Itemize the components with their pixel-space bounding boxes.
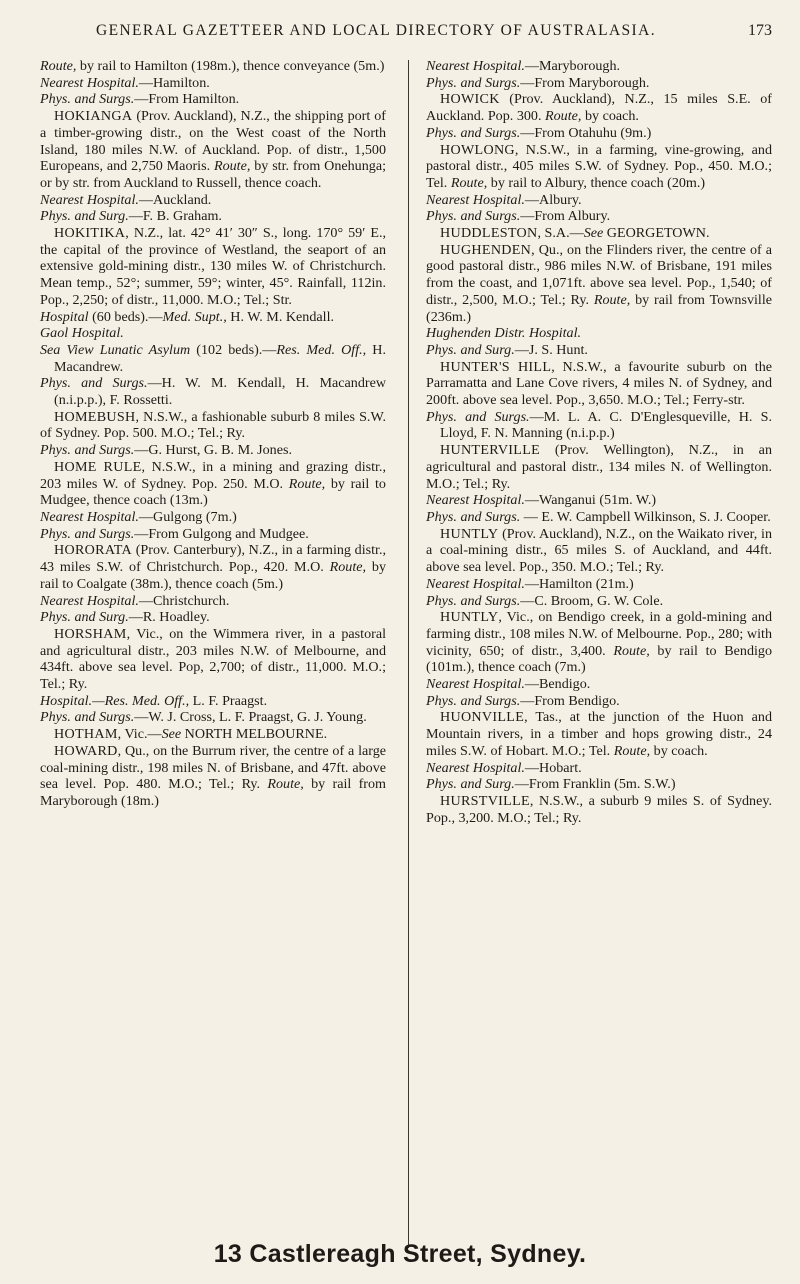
entry-text: —From Albury. [520,208,611,225]
place-name: HURSTVILLE [440,792,530,809]
italic-label: Nearest Hospital. [40,592,139,609]
page-header [40,14,772,48]
column-divider [408,60,409,1248]
entry-text: H. Macandrew. [54,341,386,375]
italic-label: Hughenden Distr. Hospital. [426,325,582,342]
entry-text: , N.S.W., in a farming, vine-growing, and pastoral distr., 405 miles S.W. of Sydney. Pop., 450. M.O.; Tel. [426,141,772,191]
entry-text: , N.S.W., a suburb 9 miles S. of Sydney. Pop., 3,200. M.O.; Tel.; Ry. [426,792,772,826]
entry-text: —Hobart. [524,759,582,776]
entry-detail [426,325,772,342]
place-name: HOWARD [54,742,118,759]
italic-label: Phys. and Surg. [426,776,515,793]
entry-detail [426,576,772,593]
entry-text: (Prov. Wellington), N.Z., in an agricultural and pastoral distr., 134 miles N. of Wellington. M.O.; Tel.; Ry. [426,442,772,492]
italic-label: Route, [213,158,251,175]
entry-text: by coach. [581,108,639,125]
entry-detail [426,342,772,359]
place-name: HORORATA [54,542,133,559]
entry-text: —C. Broom, G. W. Cole. [520,592,664,609]
entry-detail [426,58,772,75]
entry-detail [40,342,386,375]
entry-text: (Prov. Canterbury), N.Z., in a farming distr., 43 miles S.W. of Christchurch. Pop., 420. M.O. [40,542,386,576]
entry-text: GEORGETOWN. [603,225,710,242]
gazetteer-entry [426,526,772,576]
italic-label: Route, [288,475,326,492]
gazetteer-entry [40,626,386,693]
italic-label: Route, [329,559,367,576]
place-name: HOWICK [440,91,500,108]
entry-detail [40,208,386,225]
entry-text: (Prov. Auckland), N.Z., 15 miles S.E. of Auckland. Pop. 300. [426,91,772,125]
entry-text: by coach. [650,742,708,759]
entry-text: —Christchurch. [138,592,230,609]
italic-label: Route, [450,174,488,191]
italic-label: Phys. and Surgs. [426,208,521,225]
italic-label: Nearest Hospital. [426,191,525,208]
italic-label: Phys. and Surgs. [426,408,530,425]
gazetteer-entry [426,709,772,759]
gazetteer-entry [40,108,386,192]
place-name: HORSHAM [54,625,127,642]
entry-text: by rail to Albury, thence coach (20m.) [487,174,706,191]
gazetteer-entry [40,726,386,743]
place-name: HOWLONG [440,141,515,158]
entry-detail [426,208,772,225]
entry-detail [426,676,772,693]
entry-detail [40,375,386,408]
entry-text: , Qu., on the Flinders river, the centre of a good pastoral distr., 986 miles N.W. of Brisbane, 191 miles from the coast, and 1,071ft. above sea level. Pop., 1,540; of distr., 2,500, M.O.; Tel.; Ry. [426,241,772,308]
gazetteer-entry [40,459,386,509]
entry-detail [426,409,772,442]
running-title: GENERAL GAZETTEER AND LOCAL DIRECTORY OF AUSTRALASIA. [95,22,656,39]
gazetteer-entry [426,609,772,676]
italic-label: Phys. and Surg. [426,341,515,358]
entry-text: —Albury. [524,191,582,208]
place-name: HOKITIKA [54,225,126,242]
entry-text: , Tas., at the junction of the Huon and Mountain rivers, in a timber and hops growing distr., 24 miles S.W. of Hobart. M.O.; Tel. [426,709,772,759]
entry-detail [426,125,772,142]
gazetteer-entry [40,542,386,592]
italic-label: Phys. and Surgs. [426,124,521,141]
italic-label: Phys. and Surgs. [426,692,521,709]
gazetteer-entry [426,442,772,492]
entry-text: (102 beds).— [190,341,277,358]
italic-label: Hospital.—Res. Med. Off., [40,692,190,709]
entry-detail [40,509,386,526]
entry-detail [40,526,386,543]
entry-text: —W. J. Cross, L. F. Praagst, G. J. Young. [134,709,367,726]
entry-detail [40,609,386,626]
entry-detail [40,75,386,92]
place-name: HUNTLY [440,609,499,626]
page-footer: 13 Castlereagh Street, Sydney. [213,1240,587,1268]
italic-label: Route, [593,291,631,308]
gazetteer-entry [426,225,772,242]
entry-text: —From Maryborough. [520,74,650,91]
entry-text: by rail from Maryborough (18m.) [40,776,386,809]
entry-text: , N.S.W., a fashionable suburb 8 miles S.W. of Sydney. Pop. 500. M.O.; Tel.; Ry. [40,408,386,442]
entry-detail [40,709,386,726]
entry-text: —From Hamilton. [134,91,240,108]
right-column [426,58,772,826]
place-name: HUNTER'S HILL [440,358,552,375]
italic-label: Res. Med. Off., [276,341,367,358]
entry-text: —Wanganui (51m. W.) [524,492,657,509]
entry-detail [426,192,772,209]
gazetteer-entry [426,359,772,409]
entry-detail [426,509,772,526]
entry-text: NORTH MELBOURNE. [181,726,328,743]
place-name: HUDDLESTON [440,225,538,242]
place-name: HOMEBUSH [54,408,136,425]
italic-label: Route, [613,642,650,659]
entry-text: —Gulgong (7m.) [138,508,237,525]
italic-label: Route, [545,108,582,125]
italic-label: Route, [40,58,77,74]
entry-text: , Qu., on the Burrum river, the centre of a large coal-mining distr., 198 miles N. of Brisbane, and 47ft. above sea level. Pop. 480. M.O.; Tel.; Ry. [40,742,386,793]
entry-detail [40,693,386,710]
entry-text: —R. Hoadley. [128,609,210,626]
gazetteer-entry [426,91,772,124]
entry-text: —F. B. Graham. [128,208,222,225]
italic-label: Med. Supt., [162,308,227,325]
italic-label: Phys. and Surgs. [426,592,521,609]
italic-label: Route, [267,776,304,793]
italic-label: Hospital [40,308,89,325]
entry-text: —From Otahuhu (9m.) [520,124,652,141]
place-name: HOTHAM [54,726,118,743]
entry-text: — E. W. Campbell Wilkinson, S. J. Cooper. [520,508,771,525]
entry-text: , Vic., on the Wimmera river, in a pastoral and agricultural distr., 203 miles N.W. of Melbourne, and 434ft. above sea level. Pop, 2,700; of distr., 11,000. M.O.; Tel.; Ry. [40,625,386,693]
italic-label: Sea View Lunatic Asylum [40,341,191,358]
entry-detail [40,192,386,209]
entry-text: by rail to Hamilton (198m.), thence conveyance (5m.) [76,58,385,74]
italic-label: Phys. and Surgs. [426,508,521,525]
entry-text: L. F. Praagst. [189,692,268,709]
entry-detail [40,58,386,75]
entry-text: , Vic., on Bendigo creek, in a gold-mining and farming distr., 108 miles N.W. of Melbourne. Pop., 280; with vicinity, 650; of distr., 3,400. [426,609,772,659]
gazetteer-entry [426,142,772,192]
entry-text: —M. L. A. C. D'Englesqueville, H. S. Lloyd, F. N. Manning (n.i.p.p.) [440,408,772,442]
page-number: 173 [748,22,772,39]
entry-text: —From Gulgong and Mudgee. [134,525,309,542]
entry-text: by rail to Coalgate (38m.), thence coach (5m.) [40,559,386,592]
entry-detail [40,325,386,342]
left-column [40,58,386,810]
entry-detail [426,492,772,509]
italic-label: Phys. and Surgs. [40,709,135,726]
place-name: HOME RULE [54,458,142,475]
italic-label: Gaol Hospital. [40,325,124,342]
entry-text: (Prov. Auckland), N.Z., on the Waikato river, in a coal-mining distr., 65 miles S. of Auckland, and 44ft. above sea level. Pop., 350. M.O.; Tel.; Ry. [426,525,772,576]
italic-label: Route, [613,742,651,759]
entry-text: (60 beds).— [88,308,163,325]
gazetteer-entry [40,225,386,309]
entry-detail [426,75,772,92]
italic-label: See [583,225,604,242]
italic-label: See [161,726,182,743]
italic-label: Nearest Hospital. [40,74,139,91]
italic-label: Nearest Hospital. [426,492,525,509]
italic-label: Phys. and Surgs. [426,74,521,91]
entry-detail [40,593,386,610]
italic-label: Nearest Hospital. [426,575,525,592]
entry-text: —J. S. Hunt. [514,341,588,358]
italic-label: Nearest Hospital. [426,58,525,74]
entry-text: —Maryborough. [524,58,621,74]
italic-label: Nearest Hospital. [426,759,525,776]
entry-text: by rail to Bendigo (101m.), thence coach (7m.) [426,642,772,676]
gazetteer-entry [40,743,386,810]
entry-text: , Vic.— [117,726,162,743]
entry-detail [426,593,772,610]
place-name: HUONVILLE [440,709,525,726]
gazetteer-entry [426,793,772,826]
entry-text: —Bendigo. [524,676,591,693]
italic-label: Nearest Hospital. [426,676,525,693]
italic-label: Phys. and Surg. [40,609,129,626]
entry-text: by rail to Mudgee, thence coach (13m.) [40,475,386,509]
entry-detail [40,442,386,459]
entry-text: —From Bendigo. [520,692,620,709]
entry-text: —Hamilton. [138,74,210,91]
entry-detail [426,760,772,777]
entry-text: H. W. M. Kendall. [226,308,335,325]
italic-label: Phys. and Surg. [40,208,129,225]
entry-text: (Prov. Auckland), N.Z., the shipping port of a timber-growing distr., on the West coast of the North Island, 180 miles N.W. of Auckland. Pop. of distr., 1,500 Europeans, and 2,750 Maoris. [40,108,386,175]
italic-label: Phys. and Surgs. [40,525,135,542]
entry-text: —From Franklin (5m. S.W.) [514,776,676,793]
entry-text: —Auckland. [138,191,212,208]
entry-detail [426,776,772,793]
entry-text: —Hamilton (21m.) [524,575,634,592]
entry-text: by rail from Townsville (236m.) [426,291,772,325]
italic-label: Phys. and Surgs. [40,375,148,392]
entry-detail [40,309,386,326]
italic-label: Nearest Hospital. [40,508,139,525]
entry-text: , N.Z., lat. 42° 41′ 30″ S., long. 170° 59′ E., the capital of the province of Westland, the seaport of an extensive gold-mining distr., 130 miles W. of Christchurch. Mean temp., 52°; summer, 59°; winter, 45°. Rainfall, 112in. Pop., 2,250; of distr., 11,000. M.O.; Tel.; Str. [40,225,386,308]
place-name: HOKIANGA [54,108,133,125]
gazetteer-entry [426,242,772,326]
place-name: HUGHENDEN [440,241,532,258]
place-name: HUNTLY [440,525,499,542]
entry-text: by str. from Onehunga; or by str. from Auckland to Russell, thence coach. [40,158,386,191]
italic-label: Nearest Hospital. [40,191,139,208]
italic-label: Phys. and Surgs. [40,442,135,459]
gazetteer-entry [40,409,386,442]
entry-text: , N.S.W., in a mining and grazing distr., 203 miles W. of Sydney. Pop. 250. M.O. [40,458,386,492]
entry-text: , S.A.— [537,225,584,242]
entry-text: —H. W. M. Kendall, H. Macandrew (n.i.p.p.), F. Rossetti. [54,375,387,409]
italic-label: Phys. and Surgs. [40,91,135,108]
entry-detail [40,91,386,108]
entry-text: —G. Hurst, G. B. M. Jones. [134,442,292,459]
entry-text: , N.S.W., a favourite suburb on the Parramatta and Lane Cove rivers, 4 miles N. of Sydney, and 200ft. above sea level. Pop., 3,650. M.O.; Tel.; Ferry-str. [426,358,772,409]
place-name: HUNTERVILLE [440,442,541,459]
entry-detail [426,693,772,710]
